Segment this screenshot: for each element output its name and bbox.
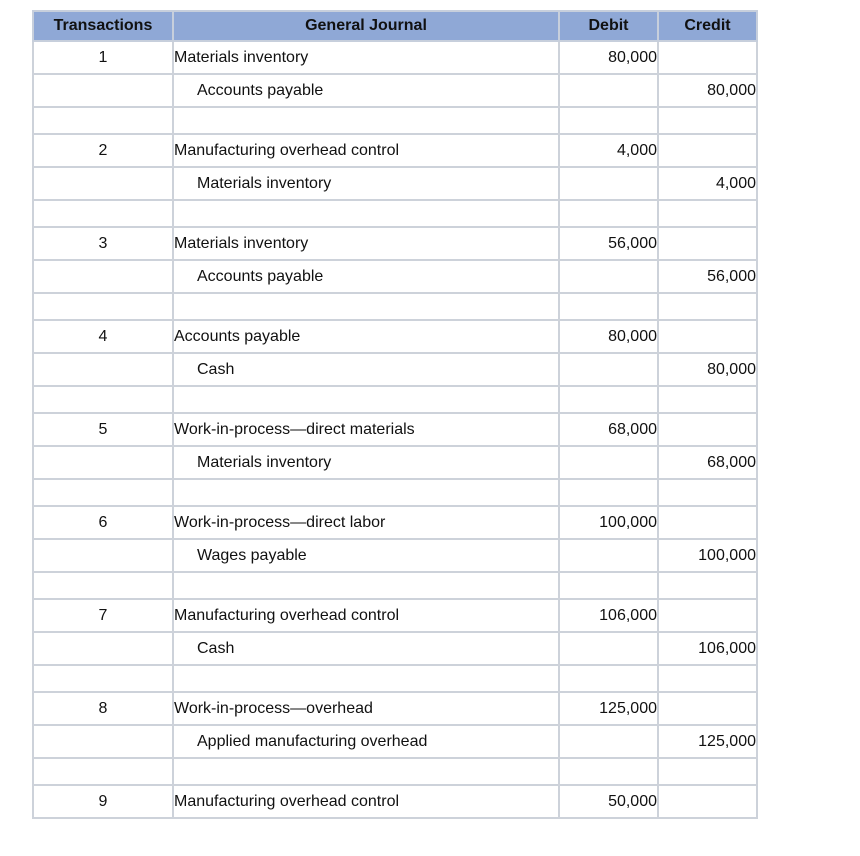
debit-account: Work-in-process—overhead — [173, 692, 559, 725]
journal-row-credit — [33, 74, 757, 107]
debit-amount-empty — [559, 167, 658, 200]
credit-account: Wages payable — [173, 539, 559, 572]
debit-amount: 56,000 — [559, 227, 658, 260]
transaction-number: 5 — [33, 413, 173, 446]
credit-amount-empty — [658, 134, 757, 167]
spacer-row — [33, 758, 757, 785]
transaction-number: 6 — [33, 506, 173, 539]
credit-amount-empty — [658, 227, 757, 260]
journal-row-credit — [33, 632, 757, 665]
debit-account: Work-in-process—direct materials — [173, 413, 559, 446]
journal-row-debit — [33, 134, 757, 167]
debit-header: Debit — [559, 11, 658, 41]
journal-row-credit — [33, 167, 757, 200]
debit-amount: 100,000 — [559, 506, 658, 539]
debit-amount-empty — [559, 632, 658, 665]
credit-account: Materials inventory — [173, 446, 559, 479]
credit-amount: 125,000 — [658, 725, 757, 758]
debit-amount: 4,000 — [559, 134, 658, 167]
spacer-row — [33, 200, 757, 227]
debit-account: Materials inventory — [173, 227, 559, 260]
credit-amount-empty — [658, 599, 757, 632]
spacer-row — [33, 107, 757, 134]
credit-amount: 106,000 — [658, 632, 757, 665]
journal-row-debit — [33, 227, 757, 260]
header-row — [33, 11, 757, 41]
transaction-number-empty — [33, 353, 173, 386]
credit-account: Cash — [173, 632, 559, 665]
general-journal-header: General Journal — [173, 11, 559, 41]
spacer-row — [33, 572, 757, 599]
credit-amount-empty — [658, 506, 757, 539]
transaction-number: 2 — [33, 134, 173, 167]
debit-amount-empty — [559, 446, 658, 479]
journal-row-debit — [33, 785, 757, 818]
journal-row-credit — [33, 353, 757, 386]
transaction-number: 8 — [33, 692, 173, 725]
transaction-number-empty — [33, 74, 173, 107]
transaction-number-empty — [33, 632, 173, 665]
spacer-row — [33, 665, 757, 692]
credit-account: Accounts payable — [173, 74, 559, 107]
transaction-number: 4 — [33, 320, 173, 353]
debit-account: Manufacturing overhead control — [173, 134, 559, 167]
journal-row-credit — [33, 725, 757, 758]
transaction-number-empty — [33, 539, 173, 572]
journal-row-debit — [33, 41, 757, 74]
transaction-number: 3 — [33, 227, 173, 260]
journal-row-debit — [33, 692, 757, 725]
debit-amount-empty — [559, 725, 658, 758]
credit-amount-empty — [658, 692, 757, 725]
spacer-row — [33, 479, 757, 506]
credit-amount-empty — [658, 785, 757, 818]
credit-amount-empty — [658, 41, 757, 74]
credit-amount: 68,000 — [658, 446, 757, 479]
credit-account: Cash — [173, 353, 559, 386]
credit-header: Credit — [658, 11, 757, 41]
debit-amount-empty — [559, 260, 658, 293]
transaction-number: 9 — [33, 785, 173, 818]
credit-amount: 56,000 — [658, 260, 757, 293]
journal-row-debit — [33, 413, 757, 446]
credit-amount: 80,000 — [658, 74, 757, 107]
transactions-header: Transactions — [33, 11, 173, 41]
debit-account: Manufacturing overhead control — [173, 599, 559, 632]
credit-account: Applied manufacturing overhead — [173, 725, 559, 758]
debit-account: Materials inventory — [173, 41, 559, 74]
debit-amount: 80,000 — [559, 320, 658, 353]
spacer-row — [33, 386, 757, 413]
transaction-number: 1 — [33, 41, 173, 74]
credit-amount-empty — [658, 320, 757, 353]
journal-row-credit — [33, 446, 757, 479]
debit-amount-empty — [559, 74, 658, 107]
debit-amount: 106,000 — [559, 599, 658, 632]
credit-amount: 80,000 — [658, 353, 757, 386]
credit-account: Materials inventory — [173, 167, 559, 200]
credit-amount: 100,000 — [658, 539, 757, 572]
debit-amount: 125,000 — [559, 692, 658, 725]
transaction-number-empty — [33, 446, 173, 479]
journal-row-debit — [33, 599, 757, 632]
credit-amount-empty — [658, 413, 757, 446]
debit-account: Accounts payable — [173, 320, 559, 353]
journal-row-credit — [33, 260, 757, 293]
credit-account: Accounts payable — [173, 260, 559, 293]
journal-row-debit — [33, 506, 757, 539]
debit-account: Work-in-process—direct labor — [173, 506, 559, 539]
spacer-row — [33, 293, 757, 320]
transaction-number: 7 — [33, 599, 173, 632]
debit-amount-empty — [559, 539, 658, 572]
transaction-number-empty — [33, 260, 173, 293]
journal-row-credit — [33, 539, 757, 572]
general-journal-table — [32, 10, 758, 819]
transaction-number-empty — [33, 167, 173, 200]
journal-row-debit — [33, 320, 757, 353]
debit-account: Manufacturing overhead control — [173, 785, 559, 818]
debit-amount: 68,000 — [559, 413, 658, 446]
debit-amount: 80,000 — [559, 41, 658, 74]
debit-amount-empty — [559, 353, 658, 386]
debit-amount: 50,000 — [559, 785, 658, 818]
transaction-number-empty — [33, 725, 173, 758]
credit-amount: 4,000 — [658, 167, 757, 200]
